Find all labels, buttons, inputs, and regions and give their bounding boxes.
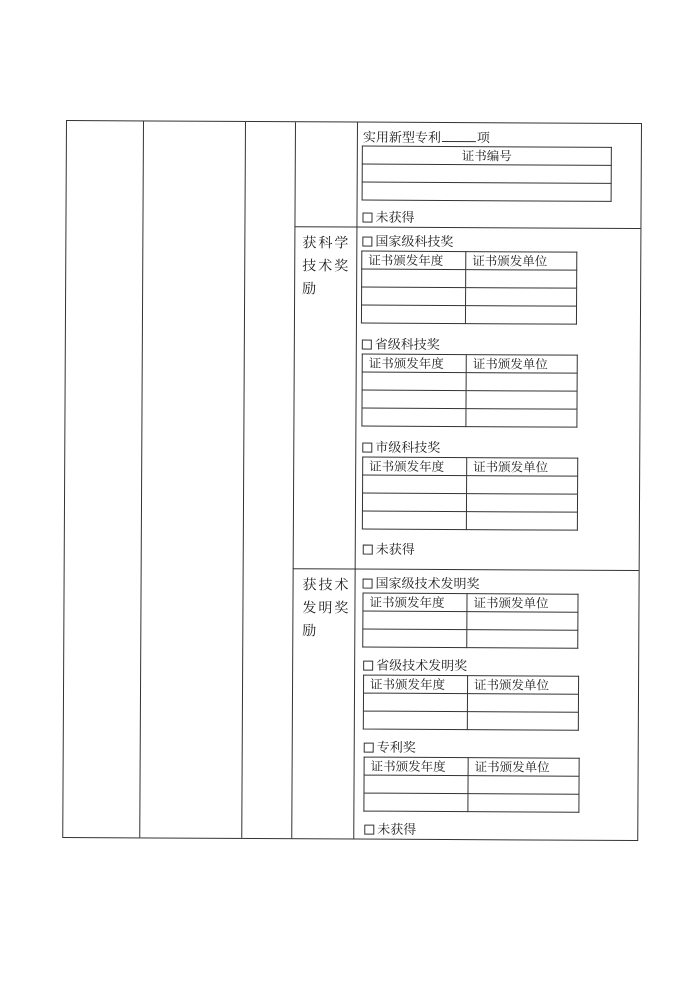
table-cell[interactable]: [465, 306, 576, 325]
table-cell[interactable]: [466, 288, 577, 307]
column-divider: [353, 123, 358, 839]
table-cell[interactable]: [466, 494, 577, 513]
patent-award-table: [363, 757, 579, 813]
option-label: 未获得: [375, 542, 415, 558]
table-cell[interactable]: [468, 794, 579, 813]
table-cell[interactable]: [364, 793, 468, 812]
form-table: [62, 120, 642, 841]
table-cell[interactable]: [362, 408, 466, 427]
table-cell[interactable]: [362, 164, 611, 183]
checkbox[interactable]: [363, 545, 373, 555]
table-cell[interactable]: [362, 182, 611, 201]
option-label: 未获得: [377, 822, 417, 838]
table-cell[interactable]: [362, 390, 466, 409]
utility-patent-label: [363, 130, 490, 148]
sci-award-category: 获科学技术奖励: [302, 235, 351, 298]
column-divider: [291, 122, 296, 838]
table-cell[interactable]: [467, 712, 578, 731]
table-cell[interactable]: [466, 512, 577, 531]
table-cell[interactable]: [363, 611, 467, 630]
section-divider: [293, 568, 639, 571]
national-invention-award-option[interactable]: [363, 577, 480, 594]
option-label: 未获得: [375, 210, 415, 226]
checkbox[interactable]: [363, 661, 373, 671]
national-sci-award-option[interactable]: [362, 235, 453, 251]
patent-cert-table: [362, 146, 612, 202]
table-cell[interactable]: [362, 287, 466, 306]
option-label: 专利奖: [376, 740, 416, 756]
cert-no-header: 证书编号: [362, 146, 611, 165]
table-cell[interactable]: [468, 776, 579, 795]
table-cell[interactable]: [467, 630, 578, 649]
option-label: 国家级技术发明奖: [375, 576, 480, 593]
table-cell[interactable]: [363, 629, 467, 648]
table-cell[interactable]: [363, 693, 467, 712]
table-cell[interactable]: [363, 475, 467, 494]
table-cell[interactable]: [362, 493, 466, 512]
table-cell[interactable]: [364, 775, 468, 794]
table-cell[interactable]: [362, 372, 466, 391]
unit-header: 证书颁发单位: [467, 594, 578, 613]
unit-header: 证书颁发单位: [467, 458, 578, 477]
table-cell[interactable]: [466, 391, 577, 410]
table-cell[interactable]: [467, 476, 578, 495]
unit-header: 证书颁发单位: [468, 758, 579, 777]
utility-patent-text: 实用新型专利: [362, 130, 441, 146]
patent-not-obtained-option[interactable]: [362, 211, 414, 227]
invention-award-category: 获技术发明奖励: [302, 577, 351, 640]
column-divider: [241, 122, 246, 838]
year-header: 证书颁发年度: [362, 354, 466, 373]
provincial-invention-award-option[interactable]: [363, 659, 467, 676]
unit-header: 证书颁发单位: [466, 355, 577, 374]
option-label: 国家级科技奖: [375, 234, 454, 251]
table-cell[interactable]: [466, 373, 577, 392]
year-header: 证书颁发年度: [362, 251, 466, 270]
year-header: 证书颁发年度: [363, 593, 467, 612]
checkbox[interactable]: [363, 579, 373, 589]
patent-count-blank[interactable]: [442, 130, 476, 142]
table-cell[interactable]: [363, 711, 467, 730]
table-cell[interactable]: [362, 511, 466, 530]
unit-header: 证书颁发单位: [468, 676, 579, 695]
year-header: 证书颁发年度: [364, 675, 468, 694]
checkbox[interactable]: [362, 213, 372, 223]
national-sci-award-table: [361, 251, 577, 325]
table-cell[interactable]: [361, 305, 465, 324]
year-header: 证书颁发年度: [363, 457, 467, 476]
utility-patent-unit: 项: [476, 131, 490, 147]
unit-header: 证书颁发单位: [466, 252, 577, 271]
option-label: 市级科技奖: [375, 440, 441, 456]
checkbox[interactable]: [362, 340, 372, 350]
option-label: 省级科技奖: [374, 337, 440, 353]
table-cell[interactable]: [466, 409, 577, 428]
patent-award-option[interactable]: [364, 741, 416, 757]
table-cell[interactable]: [466, 270, 577, 289]
municipal-sci-award-table: [362, 457, 578, 531]
provincial-invention-award-table: [363, 675, 579, 731]
provincial-sci-award-table: [361, 354, 577, 428]
provincial-sci-award-option[interactable]: [362, 338, 440, 354]
checkbox[interactable]: [362, 443, 372, 453]
checkbox[interactable]: [364, 743, 374, 753]
table-cell[interactable]: [467, 612, 578, 631]
checkbox[interactable]: [362, 237, 372, 247]
table-cell[interactable]: [467, 694, 578, 713]
municipal-sci-award-option[interactable]: [362, 441, 440, 457]
sci-not-obtained-option[interactable]: [363, 543, 415, 559]
section-divider: [294, 226, 640, 229]
checkbox[interactable]: [364, 825, 374, 835]
column-divider: [139, 121, 144, 837]
year-header: 证书颁发年度: [364, 757, 468, 776]
invention-not-obtained-option[interactable]: [364, 823, 416, 839]
national-invention-award-table: [362, 593, 578, 649]
option-label: 省级技术发明奖: [376, 658, 468, 675]
table-cell[interactable]: [362, 269, 466, 288]
